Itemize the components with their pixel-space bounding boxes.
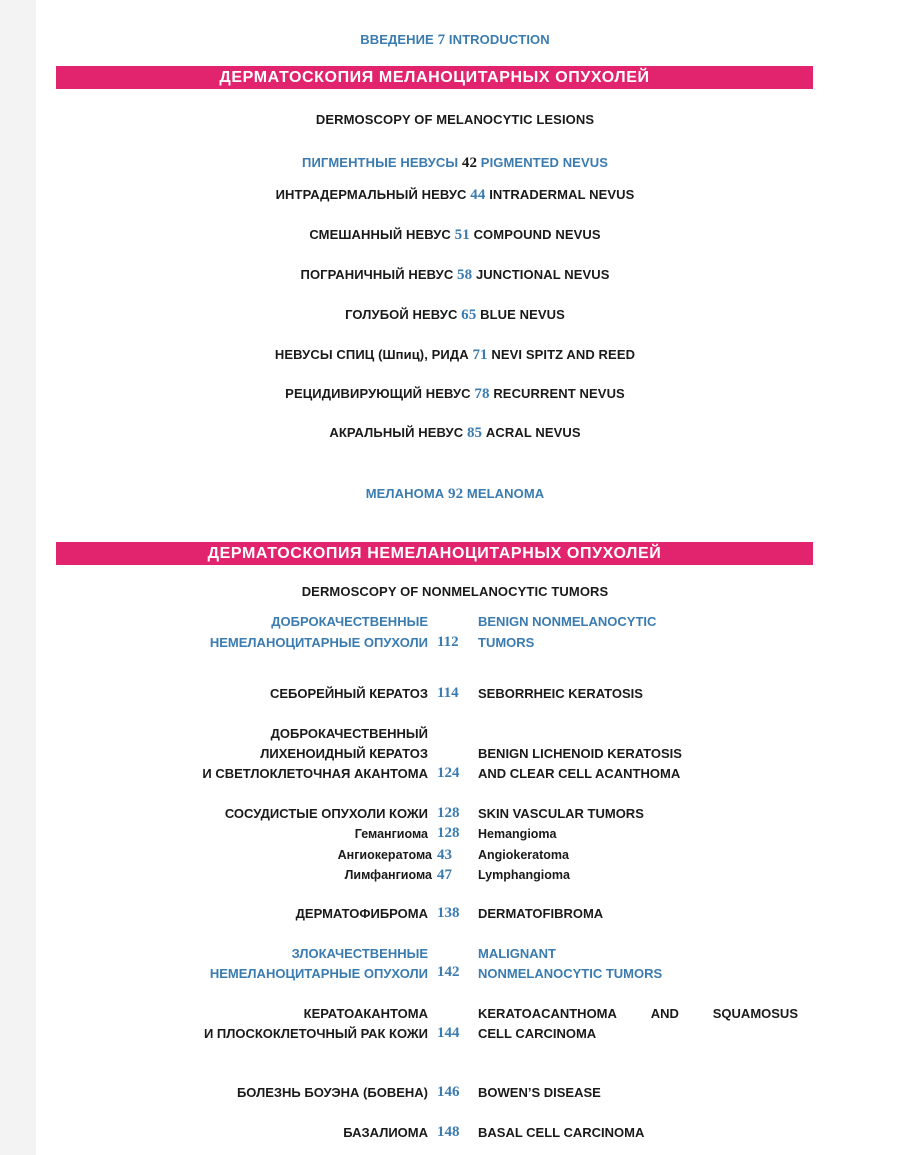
entry-en: JUNCTIONAL NEVUS (475, 267, 610, 282)
entry-en-word3: SQUAMOSUS (712, 1006, 798, 1021)
entry-en: INTRADERMAL NEVUS (489, 187, 635, 202)
entry-page: 112 (437, 634, 459, 650)
entry-en-line2: NONMELANOCYTIC TUMORS (478, 966, 663, 981)
entry-ru: СЕБОРЕЙНЫЙ КЕРАТОЗ (269, 686, 428, 701)
entry-page: 128 (437, 825, 460, 841)
entry-ru: НЕВУСЫ СПИЦ (Шпиц), РИДА (274, 347, 469, 362)
entry-ru: БОЛЕЗНЬ БОУЭНА (БОВЕНА) (236, 1085, 428, 1100)
entry-ru: СОСУДИСТЫЕ ОПУХОЛИ КОЖИ (224, 806, 428, 821)
toc-entry-introduction[interactable] (0, 32, 910, 49)
toc-entry-recurrent-nevus[interactable] (0, 386, 910, 403)
entry-en: PIGMENTED NEVUS (480, 155, 608, 170)
entry-en: DERMATOFIBROMA (478, 906, 604, 921)
entry-ru: ПИГМЕНТНЫЕ НЕВУСЫ (302, 155, 459, 170)
band-title: ДЕРМАТОСКОПИЯ НЕМЕЛАНОЦИТАРНЫХ ОПУХОЛЕЙ (207, 545, 662, 562)
entry-ru: ПОГРАНИЧНЫЙ НЕВУС (300, 267, 454, 282)
entry-ru-line2: НЕМЕЛАНОЦИТАРНЫЕ ОПУХОЛИ (209, 635, 428, 650)
entry-page: 114 (437, 685, 459, 701)
band-title: ДЕРМАТОСКОПИЯ МЕЛАНОЦИТАРНЫХ ОПУХОЛЕЙ (219, 69, 650, 86)
entry-page: 43 (437, 847, 452, 863)
entry-en: NEVI SPITZ AND REED (491, 347, 636, 362)
entry-ru: ВВЕДЕНИЕ (360, 32, 434, 47)
entry-page: 78 (474, 386, 490, 402)
entry-en: INTRODUCTION (448, 32, 550, 47)
toc-entry-melanoma[interactable] (0, 486, 910, 503)
entry-ru: СМЕШАННЫЙ НЕВУС (309, 227, 451, 242)
entry-en: ACRAL NEVUS (485, 425, 581, 440)
entry-page: 148 (437, 1124, 460, 1140)
page-sheet (36, 0, 910, 1155)
toc-entry-junctional-nevus[interactable] (0, 267, 910, 284)
entry-ru: МЕЛАНОМА (365, 486, 445, 501)
entry-en-line1 (478, 1004, 798, 1024)
entry-ru: ДЕРМАТОФИБРОМА (295, 906, 428, 921)
section-subtitle-nonmelanocytic: DERMOSCOPY OF NONMELANOCYTIC TUMORS (301, 584, 609, 599)
entry-en-line2: CELL CARCINOMA (478, 1026, 597, 1041)
entry-ru-line1: ДОБРОКАЧЕСТВЕННЫЕ (271, 614, 428, 629)
entry-page: 44 (470, 187, 486, 203)
entry-en-line2: TUMORS (478, 635, 535, 650)
entry-page: 144 (437, 1025, 460, 1041)
entry-en-word1: KERATOACANTHOMA (478, 1006, 617, 1021)
entry-ru-line1: ЗЛОКАЧЕСТВЕННЫЕ (291, 946, 428, 961)
entry-en: Lymphangioma (478, 868, 570, 882)
entry-en: MELANOMA (466, 486, 545, 501)
entry-page: 7 (437, 32, 446, 48)
entry-ru: Гемангиома (354, 827, 428, 841)
entry-ru-line1: ДОБРОКАЧЕСТВЕННЫЙ (270, 726, 428, 741)
entry-page: 128 (437, 805, 460, 821)
entry-ru-line2: ЛИХЕНОИДНЫЙ КЕРАТОЗ (260, 746, 428, 761)
toc-entry-compound-nevus[interactable] (0, 227, 910, 244)
entry-en: Angiokeratoma (478, 848, 569, 862)
entry-en: SEBORRHEIC KERATOSIS (478, 686, 643, 701)
entry-page: 58 (457, 267, 473, 283)
entry-en-line1: BENIGN LICHENOID KERATOSIS (478, 746, 682, 761)
entry-page: 85 (466, 425, 483, 441)
entry-en: BLUE NEVUS (480, 307, 565, 322)
entry-page: 92 (447, 486, 464, 502)
entry-en: Hemangioma (478, 827, 557, 841)
toc-entry-spitz-reed[interactable] (0, 347, 910, 364)
entry-ru: РЕЦИДИВИРУЮЩИЙ НЕВУС (285, 386, 471, 401)
toc-entry-acral-nevus[interactable] (0, 425, 910, 442)
entry-en: RECURRENT NEVUS (493, 386, 625, 401)
entry-ru: Ангиокератома (337, 848, 432, 862)
entry-ru: АКРАЛЬНЫЙ НЕВУС (329, 425, 464, 440)
entry-page: 146 (437, 1084, 460, 1100)
entry-ru-line1: КЕРАТОАКАНТОМА (303, 1006, 428, 1021)
entry-en: BASAL CELL CARCINOMA (478, 1125, 645, 1140)
entry-en: SKIN VASCULAR TUMORS (478, 806, 644, 821)
entry-page: 42 (461, 155, 478, 171)
entry-page: 71 (472, 347, 488, 363)
entry-ru: ИНТРАДЕРМАЛЬНЫЙ НЕВУС (275, 187, 467, 202)
entry-page: 65 (461, 307, 477, 323)
entry-en-line2: AND CLEAR CELL ACANTHOMA (478, 766, 681, 781)
entry-page: 47 (437, 867, 452, 883)
entry-en: COMPOUND NEVUS (473, 227, 601, 242)
toc-entry-intradermal-nevus[interactable] (0, 187, 910, 204)
entry-ru-line2: И ПЛОСКОКЛЕТОЧНЫЙ РАК КОЖИ (203, 1026, 428, 1041)
toc-entry-pigmented-nevus[interactable] (0, 155, 910, 172)
entry-page: 138 (437, 905, 460, 921)
entry-en-line1: MALIGNANT (478, 946, 556, 961)
section-band-melanocytic (56, 66, 813, 89)
section-band-nonmelanocytic (56, 542, 813, 565)
entry-en-word2: AND (650, 1006, 679, 1021)
entry-ru-line3: И СВЕТЛОКЛЕТОЧНАЯ АКАНТОМА (202, 766, 428, 781)
entry-page: 142 (437, 964, 460, 980)
entry-ru: Лимфангиома (344, 868, 432, 882)
entry-en-line1: BENIGN NONMELANOCYTIC (478, 614, 657, 629)
section-subtitle-melanocytic: DERMOSCOPY OF MELANOCYTIC LESIONS (315, 112, 595, 127)
entry-ru: ГОЛУБОЙ НЕВУС (345, 307, 458, 322)
entry-page: 51 (454, 227, 470, 243)
entry-en: BOWEN’S DISEASE (478, 1085, 601, 1100)
entry-ru-line2: НЕМЕЛАНОЦИТАРНЫЕ ОПУХОЛИ (209, 966, 428, 981)
entry-page: 124 (437, 765, 460, 781)
entry-ru: БАЗАЛИОМА (343, 1125, 428, 1140)
toc-entry-blue-nevus[interactable] (0, 307, 910, 324)
